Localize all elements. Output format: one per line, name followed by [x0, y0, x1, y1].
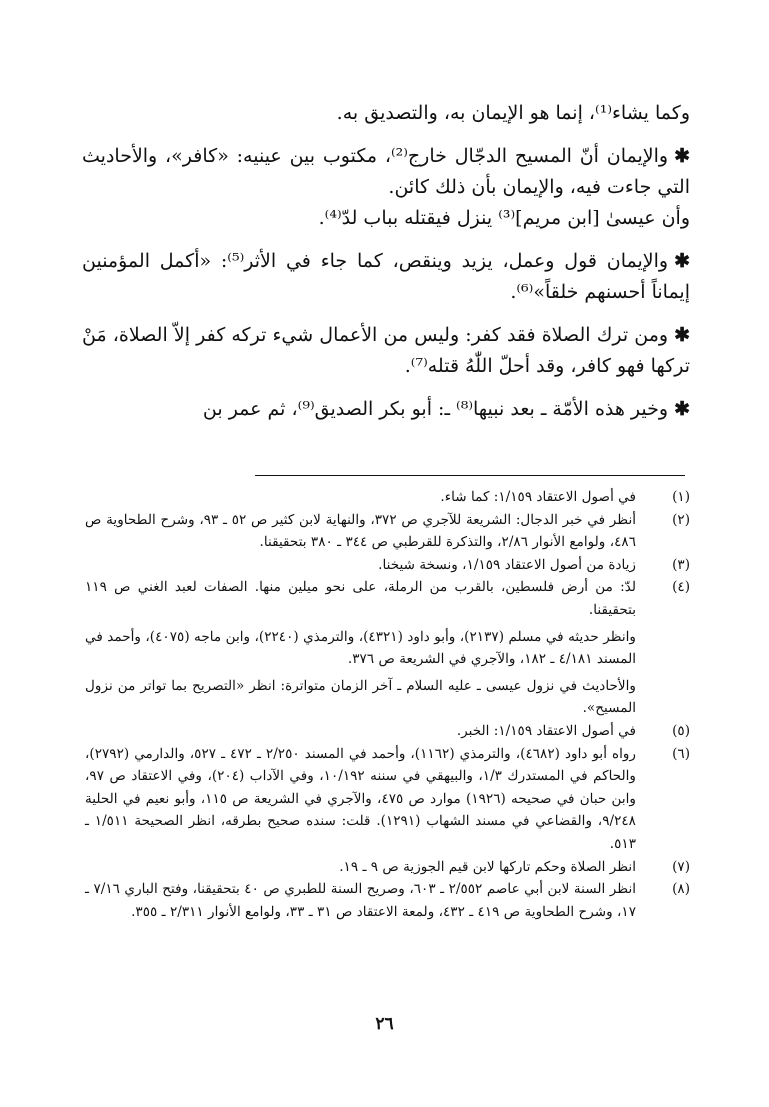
footnote-separator [255, 475, 685, 476]
footnote-number: (٦) [672, 745, 690, 762]
page-number: ٢٦ [375, 1014, 394, 1034]
footnote-text: في أصول الاعتقاد ١/١٥٩: الخبر. [456, 722, 636, 739]
footnote-number: (٨) [672, 881, 690, 898]
footnote-text: انظر السنة لابن أبي عاصم ٢/٥٥٢ ـ ٦٠٣، وصريح السنة للطبري ص ٤٠ بتحقيقنا، وفتح الباري ٧/١٦ ـ ١٧، وشرح الطحاوية ص ٤١٩ ـ ٤٣٢، ولمعة الاعتقاد ص ٣١ ـ ٣٣، ولوامع الأنوار ٢/٣١١ ـ ٣٥٥. [85, 881, 636, 920]
footnotes [85, 486, 690, 923]
footnote-6 [85, 743, 690, 856]
paragraph-4: ✱والإيمان قول وعمل، يزيد وينقص، كما جاء في الأثر⁽⁵⁾: «أكمل المؤمنين إيماناً أحسنهم خلقاً»⁽⁶⁾. [82, 250, 690, 303]
footnote-8 [85, 878, 690, 923]
paragraph-5: ✱ومن ترك الصلاة فقد كفر: وليس من الأعمال شيء تركه كفر إلاّ الصلاة، مَنْ تركها فهو كافر، وقد أحلّ اللّٰهُ قتله⁽⁷⁾. [82, 324, 690, 377]
footnote-1 [85, 486, 690, 509]
footnote-5 [85, 720, 690, 743]
footnote-text: في أصول الاعتقاد ١/١٥٩: كما شاء. [440, 489, 636, 505]
footnote-3 [85, 554, 690, 577]
footnote-number: (٣) [672, 556, 690, 573]
footnote-4 [85, 576, 690, 720]
asterisk-icon: ✱ [674, 250, 690, 272]
footnote-text: وانظر حديثه في مسلم (٢١٣٧)، وأبو داود (٤٣٢١)، والترمذي (٢٢٤٠)، وابن ماجه (٤٠٧٥)، وأحمد في المسند ٤/١٨١ ـ ١٨٢، والآجري في الشريعة ص ٣٧٦. [85, 628, 636, 668]
paragraph-3: وأن عيسىٰ [ابن مريم]⁽³⁾ ينزل فيقتله بباب لدّ⁽⁴⁾. [318, 207, 690, 229]
footnote-number: (٧) [672, 858, 690, 875]
asterisk-icon: ✱ [674, 398, 690, 420]
footnote-number: (٤) [672, 579, 690, 596]
footnote-text: رواه أبو داود (٤٦٨٢)، والترمذي (١١٦٢)، وأحمد في المسند ٢/٢٥٠ ـ ٤٧٢ ـ ٥٢٧، والدارمي (٢٧٩٢)، والحاكم في المستدرك ١/٣، والبيهقي في سننه ١٠/١٩٢، وفي الآداب (٢٠٤)، وفي الاعتقاد ص ٩٧، وابن حبان في صحيحه (١٩٢٦) موارد ص ٤٧٥، والآجري في الشريعة ص ١١٥، وأبو نعيم في الحلية ٩/٢٤٨، والقضاعي في مسند الشهاب (١٢٩١). قلت: سنده صحيح بطرقه، انظر الصحيحة ١/٥١١ ـ ٥١٣. [85, 745, 636, 852]
footnote-number: (٥) [672, 722, 690, 739]
footnote-2 [85, 509, 690, 554]
paragraph-6: ✱وخير هذه الأمّة ـ بعد نبيها⁽⁸⁾ ـ: أبو بكر الصديق⁽⁹⁾، ثم عمر بن [202, 398, 690, 420]
footnote-text: أنظر في خبر الدجال: الشريعة للآجري ص ٣٧٢، والنهاية لابن كثير ص ٥٢ ـ ٩٣، وشرح الطحاوية ص ٤٨٦، ولوامع الأنوار ٢/٨٦، والتذكرة للقرطبي ص ٣٤٤ ـ ٣٨٠ بتحقيقنا. [85, 511, 636, 551]
footnote-text: انظر الصلاة وحكم تاركها لابن قيم الجوزية ص ٩ ـ ١٩. [339, 858, 636, 875]
footnote-number: (١) [672, 489, 690, 505]
main-text [82, 98, 690, 425]
paragraph-2: ✱والإيمان أنّ المسيح الدجّال خارج⁽²⁾، مكتوب بين عينيه: «كافر»، والأحاديث التي جاءت فيه، والإيمان بأن ذلك كائن. [82, 145, 690, 198]
asterisk-icon: ✱ [674, 324, 690, 346]
footnote-text: والأحاديث في نزول عيسى ـ عليه السلام ـ آخر الزمان متواترة: انظر «التصريح بما تواتر من نزول المسيح». [85, 677, 636, 717]
footnote-7 [85, 856, 690, 879]
footnote-text: زيادة من أصول الاعتقاد ١/١٥٩، ونسخة شيخنا. [378, 556, 636, 573]
paragraph-1: وكما يشاء⁽¹⁾، إنما هو الإيمان به، والتصديق به. [336, 102, 690, 124]
footnote-text: لدّ: من أرض فلسطين، بالقرب من الرملة، على نحو ميلين منها. الصفات لعبد الغني ص ١١٩ بتحقيقنا. [85, 579, 636, 618]
asterisk-icon: ✱ [674, 145, 690, 167]
footnote-number: (٢) [672, 511, 690, 528]
